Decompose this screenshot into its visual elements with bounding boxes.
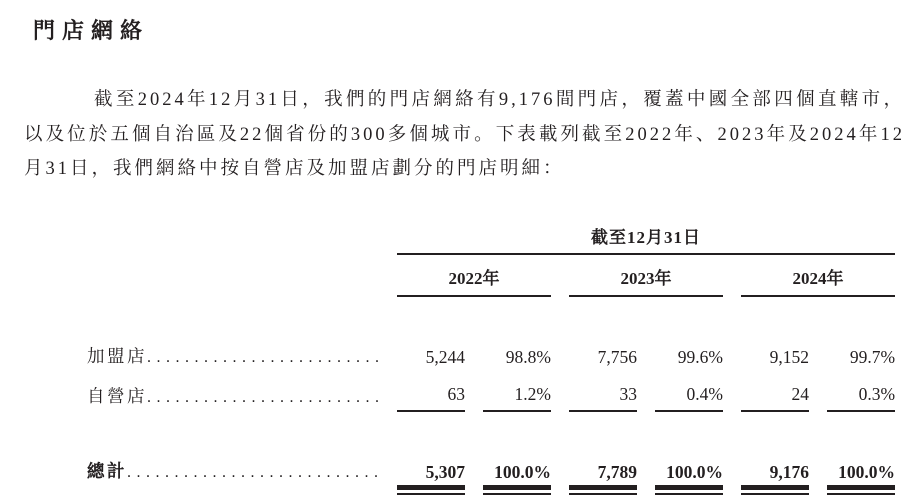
cell-2022-pct: 1.2% (483, 372, 551, 412)
row-label: 自營店 (87, 385, 147, 406)
table-row-franchise (87, 335, 895, 372)
total-2024-count: 9,176 (741, 458, 809, 495)
total-2024-pct: 100.0% (827, 458, 895, 495)
intro-paragraph: 截至2024年12月31日，我們的門店網絡有9,176間門店，覆蓋中國全部四個直轄市，以及位於五個自治區及22個省份的300多個城市。下表載列截至2022年、2023年及2024年12月31日，我們網絡中按自營店及加盟店劃分的門店明細： (24, 90, 905, 179)
table-year-header-row (87, 255, 895, 297)
year-header-2023: 2023年 (569, 255, 723, 297)
row-label-cell (87, 372, 379, 412)
label-column-spacer (87, 223, 379, 255)
dot-leader (147, 346, 379, 367)
row-label: 加盟店 (87, 345, 147, 366)
cell-2024-pct: 0.3% (827, 372, 895, 412)
total-2023-pct: 100.0% (655, 458, 723, 495)
spacer-row (87, 297, 895, 335)
cell-2023-count: 33 (569, 372, 637, 412)
table-total-row (87, 458, 895, 495)
cell-2023-pct: 0.4% (655, 372, 723, 412)
total-2023-count: 7,789 (569, 458, 637, 495)
cell-2024-count: 24 (741, 372, 809, 412)
table-row-self-operated (87, 372, 895, 412)
row-label-cell (87, 335, 379, 372)
cell-2024-count: 9,152 (769, 346, 809, 367)
total-label-cell (87, 458, 379, 495)
cell-2024-pct: 99.7% (849, 346, 896, 367)
total-2022-pct: 100.0% (483, 458, 551, 495)
total-2022-count: 5,307 (397, 458, 465, 495)
store-network-table (69, 223, 913, 495)
dot-leader (127, 461, 379, 482)
cell-2022-count: 63 (397, 372, 465, 412)
cell-2022-pct: 98.8% (505, 346, 551, 367)
page-title: 門店網絡 (33, 18, 150, 43)
total-label: 總計 (87, 460, 127, 481)
year-header-2022: 2022年 (397, 255, 551, 297)
cell-2023-count: 7,756 (597, 346, 637, 367)
cell-2022-count: 5,244 (425, 346, 465, 367)
spacer-row (87, 412, 895, 458)
label-column-spacer (87, 255, 379, 297)
table-group-header: 截至12月31日 (397, 223, 895, 255)
year-header-2024: 2024年 (741, 255, 895, 297)
dot-leader (147, 386, 379, 407)
table-group-header-row (87, 223, 895, 255)
cell-2023-pct: 99.6% (677, 346, 723, 367)
